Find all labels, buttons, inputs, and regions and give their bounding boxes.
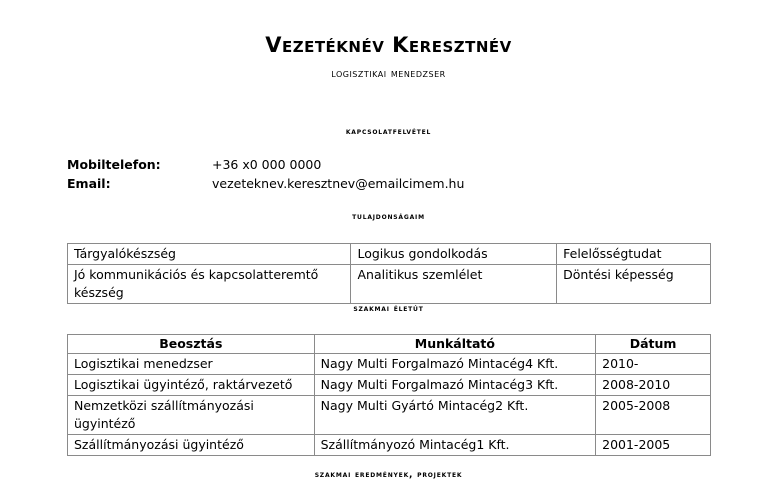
column-header: Beosztás: [68, 335, 315, 354]
section-career-heading: szakmai életút: [353, 304, 424, 314]
section-results-heading: szakmai eredmények, projektek: [314, 470, 463, 480]
trait-cell: Döntési képesség: [557, 265, 711, 304]
full-name: Vezetéknév Keresztnév: [265, 33, 512, 57]
table-row: [68, 435, 711, 456]
position-cell: Logisztikai menedzser: [68, 354, 315, 375]
trait-cell: Tárgyalókészség: [68, 244, 351, 265]
trait-cell: Felelősségtudat: [557, 244, 711, 265]
trait-cell: Logikus gondolkodás: [351, 244, 557, 265]
column-header: Munkáltató: [314, 335, 596, 354]
section-contact-heading: kapcsolatfelvétel: [345, 127, 432, 137]
employer-cell: Nagy Multi Gyártó Mintacég2 Kft.: [314, 396, 596, 435]
employer-cell: Nagy Multi Forgalmazó Mintacég4 Kft.: [314, 354, 596, 375]
phone-value: +36 x0 000 0000: [212, 157, 322, 172]
table-header-row: [68, 335, 711, 354]
table-row: [68, 244, 711, 265]
position-cell: Nemzetközi szállítmányozási ügyintéző: [68, 396, 315, 435]
table-row: [68, 375, 711, 396]
column-header: Dátum: [596, 335, 711, 354]
date-cell: 2001-2005: [596, 435, 711, 456]
traits-table: [67, 243, 711, 304]
date-cell: 2010-: [596, 354, 711, 375]
trait-cell: Jó kommunikációs és kapcsolatteremtő készség: [68, 265, 351, 304]
table-row: [68, 396, 711, 435]
employer-cell: Nagy Multi Forgalmazó Mintacég3 Kft.: [314, 375, 596, 396]
section-traits-heading: tulajdonságaim: [352, 212, 425, 222]
table-row: [68, 354, 711, 375]
email-label: Email:: [67, 176, 111, 191]
date-cell: 2008-2010: [596, 375, 711, 396]
career-table: [67, 334, 711, 456]
position-cell: Logisztikai ügyintéző, raktárvezető: [68, 375, 315, 396]
date-cell: 2005-2008: [596, 396, 711, 435]
employer-cell: Szállítmányozó Mintacég1 Kft.: [314, 435, 596, 456]
job-title: logisztikai menedzser: [331, 66, 446, 80]
email-value: vezeteknev.keresztnev@emailcimem.hu: [212, 176, 465, 191]
table-row: [68, 265, 711, 304]
phone-label: Mobiltelefon:: [67, 157, 161, 172]
trait-cell: Analitikus szemlélet: [351, 265, 557, 304]
position-cell: Szállítmányozási ügyintéző: [68, 435, 315, 456]
